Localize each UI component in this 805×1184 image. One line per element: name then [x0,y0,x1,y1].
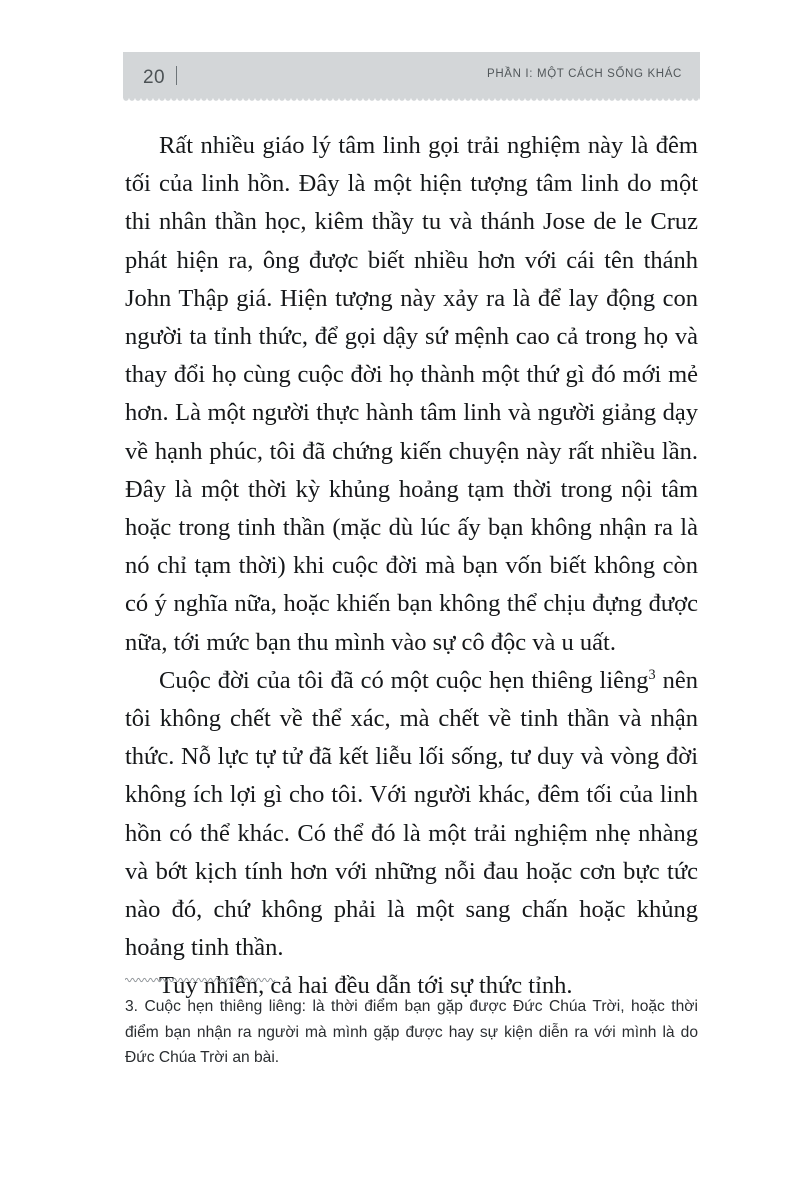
body-text-column [125,127,698,1006]
paragraph-2-after-footnote: nên tôi không chết về thể xác, mà chết về tinh thần và nhận thức. Nỗ lực tự tử đã kết liễu lối sống, tư duy và vòng đời không ích lợi gì cho tôi. Với người khác, đêm tối của linh hồn có thể khác. Có thể đó là một trải nghiệm nhẹ nhàng và bớt kịch tính hơn với những nỗi đau hoặc cơn bực tức nào đó, chứ không phải là một sang chấn hoặc khủng hoảng tinh thần. [125,666,699,962]
footnote-reference-marker[interactable]: 3 [648,666,656,683]
paragraph-2 [125,662,698,968]
paragraph-3: Tuy nhiên, cả hai đều dẫn tới sự thức tỉnh. [159,972,573,1000]
running-header-band [123,52,700,98]
paragraph-1: Rất nhiều giáo lý tâm linh gọi trải nghiệm này là đêm tối của linh hồn. Đây là một hiện tượng tâm linh do một thi nhân thần học, kiêm thầy tu và thánh Jose de le Cruz phát hiện ra, ông được biết nhiều hơn với cái tên thánh John Thập giá. Hiện tượng này xảy ra là để lay động con người ta tỉnh thức, để gọi dậy sứ mệnh cao cả trong họ và thay đổi họ cùng cuộc đời họ thành một thứ gì đó mới mẻ hơn. Là một người thực hành tâm linh và người giảng dạy về hạnh phúc, tôi đã chứng kiến chuyện này rất nhiều lần. Đây là một thời kỳ khủng hoảng tạm thời trong nội tâm hoặc trong tinh thần (mặc dù lúc ấy bạn không nhận ra là nó chỉ tạm thời) khi cuộc đời mà bạn vốn biết không còn có ý nghĩa nữa, hoặc khiến bạn không thể chịu đựng được nữa, tới mức bạn thu mình vào sự cô độc và u uất. [125,132,698,656]
footnote-zone [125,975,698,1071]
paragraph-2-before-footnote: Cuộc đời của tôi đã có một cuộc hẹn thiêng liêng [159,666,649,694]
running-header-left [143,64,177,87]
footnote-separator-wavy-rule [125,975,277,983]
running-head-title: PHẦN I: MỘT CÁCH SỐNG KHÁC [487,68,682,81]
page-number: 20 [143,66,165,88]
folio-divider-icon [176,66,177,85]
footnote-body-text: 3. Cuộc hẹn thiêng liêng: là thời điểm bạn gặp được Đức Chúa Trời, hoặc thời điểm bạn nhận ra người mà mình gặp được hay sự kiện diễn ra với mình là do Đức Chúa Trời an bài. [125,998,698,1066]
